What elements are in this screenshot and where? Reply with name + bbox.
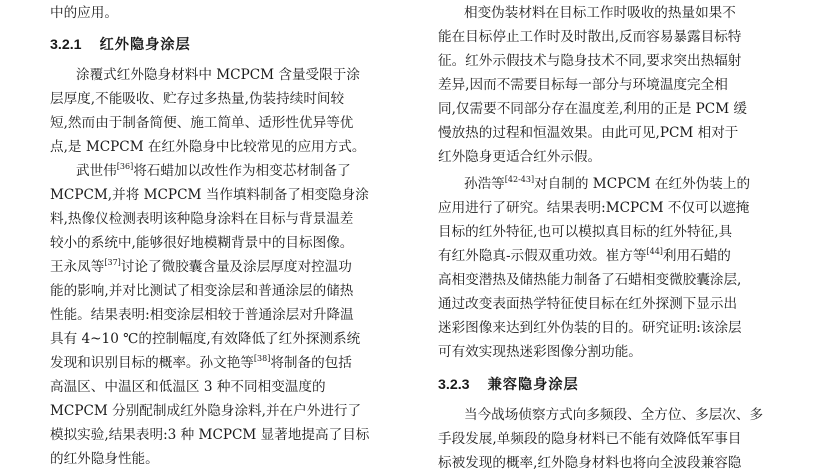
text-line: 目标的红外特征,也可以模拟真目标的红外特征,具 [438, 224, 733, 240]
text-line: 通过改变表面热学特征使目标在红外探测下显示出 [438, 296, 738, 312]
text-span: 对自制的 MCPCM 在红外伪装上的 [534, 176, 751, 192]
section-heading [50, 33, 191, 57]
text-line: 涂覆式红外隐身材料中 MCPCM 含量受限于涂 [76, 67, 360, 83]
text-span: 王永凤等 [50, 259, 105, 275]
text-span: 将制备的包括 [270, 355, 352, 371]
text-line: 当今战场侦察方式向多频段、全方位、多层次、多 [464, 407, 764, 423]
citation-ref: [37] [104, 258, 121, 267]
section-number: 3.2.3 [438, 377, 470, 393]
text-span: 讨论了微胶囊含量及涂层厚度对控温功 [120, 259, 352, 275]
text-line: 能的影响,并对比测试了相变涂层和普通涂层的储热 [50, 283, 354, 299]
section-title: 红外隐身涂层 [99, 37, 191, 53]
text-line: 的红外隐身性能。 [50, 451, 159, 467]
citation-ref: [38] [253, 354, 271, 363]
text-line: 高温区、中温区和低温区 3 种不同相变温度的 [50, 379, 326, 395]
text-line: 较小的系统中,能够很好地模糊背景中的目标图像。 [50, 235, 354, 251]
text-line: MCPCM 分别配制成红外隐身涂料,并在户外进行了 [50, 403, 362, 419]
text-line [50, 351, 352, 375]
text-line [76, 159, 351, 183]
text-line: 点,是 MCPCM 在红外隐身中比较常见的应用方式。 [50, 139, 366, 155]
text-line: 差异,因而不需要目标每一部分与环境温度完全相 [438, 77, 728, 93]
text-line: MCPCM,并将 MCPCM 当作填料制备了相变隐身涂 [50, 187, 369, 203]
text-line: 红外隐身更适合红外示假。 [438, 149, 602, 165]
text-span: 利用石蜡的 [662, 248, 731, 264]
citation-ref: [44] [646, 247, 663, 256]
text-line: 相变伪装材料在目标工作时吸收的热量如果不 [464, 5, 736, 21]
text-line: 迷彩图像来达到红外伪装的目的。研究证明:该涂层 [438, 320, 742, 336]
section-title: 兼容隐身涂层 [487, 377, 579, 393]
text-line: 能在目标停止工作时及时散出,反而容易暴露目标特 [438, 29, 742, 45]
text-line: 性能。结果表明:相变涂层相较于普通涂层对升降温 [50, 307, 354, 323]
text-span: 武世伟 [76, 163, 117, 179]
text-span: 将石蜡加以改性作为相变芯材制备了 [133, 163, 351, 179]
text-line: 可有效实现热迷彩图像分割功能。 [438, 344, 642, 360]
text-line: 手段发展,单频段的隐身材料已不能有效降低军事目 [438, 431, 742, 447]
text-line: 具有 4~10 ℃的控制幅度,有效降低了红外探测系统 [50, 331, 361, 347]
text-line [50, 255, 352, 279]
citation-ref: [42-43] [504, 175, 535, 184]
section-number: 3.2.1 [50, 37, 82, 53]
text-line: 同,仅需要不同部分存在温度差,利用的正是 PCM 缓 [438, 101, 748, 117]
text-line: 中的应用。 [50, 5, 118, 21]
text-line: 征。红外示假技术与隐身技术不同,要求突出热辐射 [438, 53, 742, 69]
text-line [438, 244, 731, 268]
text-line: 短,然而由于制备简便、施工简单、适形性优异等优 [50, 115, 354, 131]
text-line: 料,热像仪检测表明该种隐身涂料在目标与背景温差 [50, 211, 354, 227]
text-line: 高相变潜热及储热能力制备了石蜡相变微胶囊涂层, [438, 272, 742, 288]
text-line: 层厚度,不能吸收、贮存过多热量,伪装持续时间较 [50, 91, 345, 107]
citation-ref: [36] [116, 162, 134, 171]
text-line: 模拟实验,结果表明:3 种 MCPCM 显著地提高了目标 [50, 427, 370, 443]
section-heading [438, 373, 579, 397]
text-span: 发现和识别目标的概率。孙文艳等 [50, 355, 254, 371]
text-span: 有红外隐真-示假双重功效。崔方等 [438, 248, 647, 264]
text-line: 应用进行了研究。结果表明:MCPCM 不仅可以遮掩 [438, 200, 750, 216]
text-line [464, 172, 750, 196]
text-line: 慢放热的过程和恒温效果。由此可见,PCM 相对于 [438, 125, 739, 141]
text-span: 孙浩等 [464, 176, 505, 192]
text-line: 标被发现的概率,红外隐身材料也将向全波段兼容隐 [438, 455, 742, 471]
